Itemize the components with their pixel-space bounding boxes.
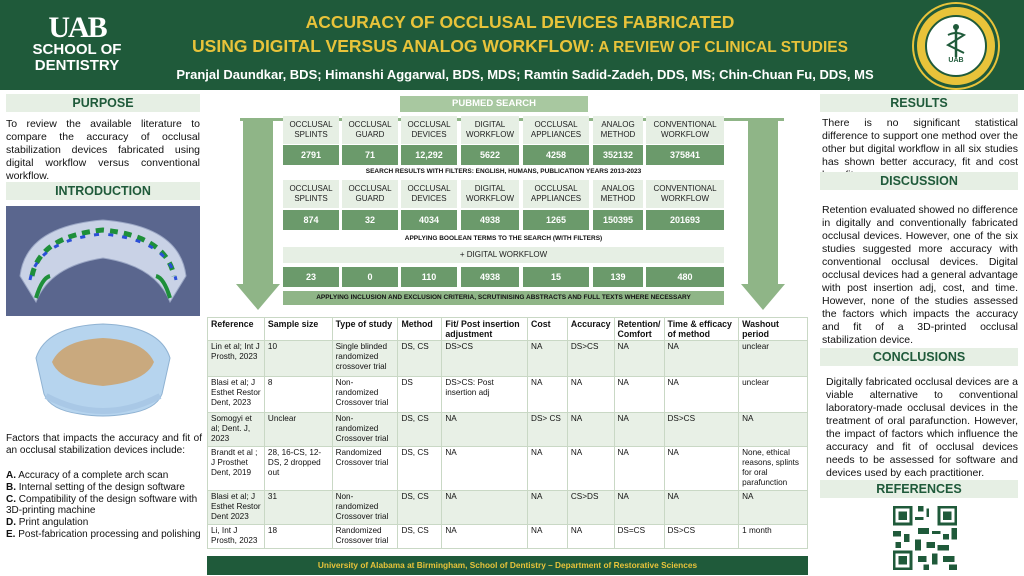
dentistry-seal-icon bbox=[914, 4, 998, 88]
table-cell: NA bbox=[614, 491, 664, 525]
search-category: OCCLUSAL DEVICES bbox=[401, 180, 457, 208]
table-cell: NA bbox=[442, 413, 528, 447]
table-cell: NA bbox=[664, 377, 739, 413]
table-cell: NA bbox=[442, 447, 528, 491]
table-cell: 10 bbox=[264, 341, 332, 377]
table-cell: DS, CS bbox=[398, 525, 442, 549]
table-cell: Blasi et al; J Esthet Restor Dent 2023 bbox=[208, 491, 265, 525]
table-cell: DS>CS bbox=[664, 525, 739, 549]
final-count: 139 bbox=[593, 267, 643, 287]
search-count: 4034 bbox=[401, 210, 457, 230]
column-header: Sample size bbox=[264, 318, 332, 341]
table-cell: Brandt et al ; J Prosthet Dent, 2019 bbox=[208, 447, 265, 491]
table-cell: NA bbox=[664, 447, 739, 491]
factors-intro: Factors that impacts the accuracy and fit of an occlusal stabilization devices include: bbox=[6, 433, 202, 456]
search-count: 150395 bbox=[593, 210, 643, 230]
criteria-note: APPLYING INCLUSION AND EXCLUSION CRITERIA, SCRUTINISING ABSTRACTS AND FULL TEXTS WHERE NECESSARY bbox=[283, 291, 724, 305]
digital-scan-image bbox=[6, 206, 200, 316]
table-cell: DS, CS bbox=[398, 447, 442, 491]
discussion-text: Retention evaluated showed no difference in digitally and conventionally fabricated occlusal devices. However, one of the six studies suggested more accuracy with conventional occlusal devices. Digital occlusal devices had a general advantage with post insertion adj, cost, and time. However, none of the studies assessed the factors which impacts the accuracy and fit of a 3D-printed occlusal stabilization device. bbox=[822, 204, 1018, 346]
table-row bbox=[208, 447, 808, 491]
table-row bbox=[208, 491, 808, 525]
logo-line1: SCHOOL OF bbox=[32, 41, 122, 58]
column-header: Reference bbox=[208, 318, 265, 341]
search-count: 352132 bbox=[593, 145, 643, 165]
table-cell: NA bbox=[664, 491, 739, 525]
table-cell: Randomized Crossover trial bbox=[332, 525, 398, 549]
table-cell: DS>CS bbox=[664, 413, 739, 447]
table-cell: DS=CS bbox=[614, 525, 664, 549]
column-header: Cost bbox=[528, 318, 568, 341]
table-cell: DS> CS bbox=[528, 413, 568, 447]
final-count: 15 bbox=[523, 267, 589, 287]
references-heading: REFERENCES bbox=[820, 480, 1018, 498]
search-category: ANALOG METHOD bbox=[593, 180, 643, 208]
purpose-text: To review the available literature to compare the accuracy of occlusal stabilization devices fabricated using digital workflow versus conventional workflow. bbox=[6, 118, 200, 182]
table-header-row bbox=[208, 318, 808, 341]
table-cell: Lin et al; Int J Prosth, 2023 bbox=[208, 341, 265, 377]
search-count: 12,292 bbox=[401, 145, 457, 165]
table-cell: Li, Int J Prosth, 2023 bbox=[208, 525, 265, 549]
table-cell: NA bbox=[442, 491, 528, 525]
table-cell: Non-randomized Crossover trial bbox=[332, 491, 398, 525]
table-cell: DS>CS bbox=[442, 341, 528, 377]
left-flow-arrow bbox=[243, 118, 273, 286]
search-count: 2791 bbox=[283, 145, 339, 165]
table-cell: 31 bbox=[264, 491, 332, 525]
search-category: OCCLUSAL SPLINTS bbox=[283, 116, 339, 144]
seal-mark: UAB bbox=[948, 57, 964, 64]
table-cell: unclear bbox=[739, 341, 808, 377]
table-cell: NA bbox=[528, 447, 568, 491]
factor-item: D. Print angulation bbox=[6, 517, 89, 529]
conclusions-text: Digitally fabricated occlusal devices are a viable alternative to conventional laboratory-made occlusal devices in the treatment of oral parafunction. However, the impact of factors which influence the accuracy and fit of occlusal devices needs to be assessed for software and devices used by each practitioner. bbox=[826, 376, 1019, 479]
search-count: 201693 bbox=[646, 210, 724, 230]
left-arrow-head bbox=[236, 284, 280, 310]
search-count: 4938 bbox=[461, 210, 519, 230]
search-count: 5622 bbox=[461, 145, 519, 165]
table-cell: NA bbox=[528, 491, 568, 525]
search-category: OCCLUSAL GUARD bbox=[342, 116, 398, 144]
search-count: 874 bbox=[283, 210, 339, 230]
column-header: Retention/ Comfort bbox=[614, 318, 664, 341]
factor-item: E. Post-fabrication processing and polishing bbox=[6, 528, 201, 540]
table-cell: NA bbox=[567, 377, 614, 413]
table-cell: NA bbox=[442, 525, 528, 549]
right-flow-arrow bbox=[748, 118, 778, 286]
table-cell: NA bbox=[614, 447, 664, 491]
search-category: OCCLUSAL SPLINTS bbox=[283, 180, 339, 208]
search-category: ANALOG METHOD bbox=[593, 116, 643, 144]
final-count: 0 bbox=[342, 267, 398, 287]
table-cell: unclear bbox=[739, 377, 808, 413]
table-cell: NA bbox=[614, 413, 664, 447]
final-count: 23 bbox=[283, 267, 339, 287]
results-text: There is no significant statistical difference to support one method over the other but digital workflow in all six studies has shown better accuracy, fit and cost bbox=[822, 117, 1018, 168]
factor-item: A. Accuracy of a complete arch scan bbox=[6, 470, 169, 481]
references-qr-code-icon[interactable] bbox=[890, 503, 960, 573]
factor-item: C. Compatibility of the design software with 3D-printing machine bbox=[6, 493, 198, 517]
final-count: 480 bbox=[646, 267, 724, 287]
table-cell: DS>CS: Post insertion adj bbox=[442, 377, 528, 413]
right-arrow-head bbox=[741, 284, 785, 310]
search-category: OCCLUSAL DEVICES bbox=[401, 116, 457, 144]
title-line2-sub: : A REVIEW OF CLINICAL STUDIES bbox=[589, 39, 848, 56]
column-header: Accuracy bbox=[567, 318, 614, 341]
table-cell: Single blinded randomized crossover trial bbox=[332, 341, 398, 377]
conclusions-heading: CONCLUSIONS bbox=[820, 348, 1018, 366]
table-cell: NA bbox=[567, 413, 614, 447]
search-category: OCCLUSAL GUARD bbox=[342, 180, 398, 208]
search-category: CONVENTIONAL WORKFLOW bbox=[646, 116, 724, 144]
column-header: Fit/ Post insertion adjustment bbox=[442, 318, 528, 341]
table-cell: DS, CS bbox=[398, 491, 442, 525]
table-cell: 28, 16-CS, 12-DS, 2 dropped out bbox=[264, 447, 332, 491]
boolean-note: APPLYING BOOLEAN TERMS TO THE SEARCH (WITH FILTERS) bbox=[404, 235, 603, 242]
purpose-heading: PURPOSE bbox=[6, 94, 200, 112]
title-line1: ACCURACY OF OCCLUSAL DEVICES FABRICATED bbox=[305, 12, 735, 32]
table-cell: NA bbox=[664, 341, 739, 377]
table-cell: DS, CS bbox=[398, 413, 442, 447]
table-cell: Unclear bbox=[264, 413, 332, 447]
search-count: 71 bbox=[342, 145, 398, 165]
table-row bbox=[208, 341, 808, 377]
table-cell: NA bbox=[528, 341, 568, 377]
uab-logo bbox=[22, 11, 132, 74]
table-cell: NA bbox=[528, 525, 568, 549]
logo-line2: DENTISTRY bbox=[34, 57, 120, 74]
studies-table bbox=[207, 317, 808, 549]
results-heading: RESULTS bbox=[820, 94, 1018, 112]
table-cell: None, ethical reasons, splints for oral parafunction bbox=[739, 447, 808, 491]
digital-workflow-note: + DIGITAL WORKFLOW bbox=[283, 247, 724, 263]
logo-mark: UAB bbox=[48, 11, 106, 44]
table-cell: Somogyi et al; Dent. J, 2023 bbox=[208, 413, 265, 447]
table-cell: NA bbox=[739, 491, 808, 525]
table-cell: DS bbox=[398, 377, 442, 413]
poster-header bbox=[0, 0, 1024, 90]
table-cell: 18 bbox=[264, 525, 332, 549]
search-count: 32 bbox=[342, 210, 398, 230]
search-count: 1265 bbox=[523, 210, 589, 230]
table-cell: DS>CS bbox=[567, 341, 614, 377]
search-category: DIGITAL WORKFLOW bbox=[461, 180, 519, 208]
poster-title bbox=[150, 10, 890, 60]
search-count: 4258 bbox=[523, 145, 589, 165]
title-line2 bbox=[150, 34, 890, 60]
table-cell: Non-randomized Crossover trial bbox=[332, 413, 398, 447]
table-row bbox=[208, 377, 808, 413]
table-row bbox=[208, 413, 808, 447]
occlusal-device-image bbox=[6, 318, 200, 430]
column-header: Type of study bbox=[332, 318, 398, 341]
table-cell: NA bbox=[567, 525, 614, 549]
search-category: CONVENTIONAL WORKFLOW bbox=[646, 180, 724, 208]
column-header: Method bbox=[398, 318, 442, 341]
pubmed-search-heading: PUBMED SEARCH bbox=[400, 96, 588, 112]
factor-item: B. Internal setting of the design software bbox=[6, 481, 185, 493]
table-cell: 8 bbox=[264, 377, 332, 413]
search-category: OCCLUSAL APPLIANCES bbox=[523, 180, 589, 208]
table-cell: Randomized Crossover trial bbox=[332, 447, 398, 491]
final-count: 110 bbox=[401, 267, 457, 287]
search-count: 375841 bbox=[646, 145, 724, 165]
table-cell: NA bbox=[614, 341, 664, 377]
search-category: OCCLUSAL APPLIANCES bbox=[523, 116, 589, 144]
poster-footer: University of Alabama at Birmingham, School of Dentistry – Department of Restorative Sciences bbox=[207, 556, 808, 575]
table-cell: DS, CS bbox=[398, 341, 442, 377]
column-header: Washout period bbox=[739, 318, 808, 341]
discussion-heading: DISCUSSION bbox=[820, 172, 1018, 190]
final-count: 4938 bbox=[461, 267, 519, 287]
authors: Pranjal Daundkar, BDS; Himanshi Aggarwal, BDS, MDS; Ramtin Sadid-Zadeh, DDS, MS; Chin-Chuan Fu, DDS, MS bbox=[176, 67, 874, 82]
search-category: DIGITAL WORKFLOW bbox=[461, 116, 519, 144]
table-cell: Non-randomized Crossover trial bbox=[332, 377, 398, 413]
table-row bbox=[208, 525, 808, 549]
table-cell: 1 month bbox=[739, 525, 808, 549]
table-cell: NA bbox=[528, 377, 568, 413]
table-cell: NA bbox=[567, 447, 614, 491]
title-line2-main: USING DIGITAL VERSUS ANALOG WORKFLOW bbox=[192, 36, 590, 56]
column-header: Time & efficacy of method bbox=[664, 318, 739, 341]
caduceus-icon bbox=[917, 7, 1001, 91]
table-cell: Blasi et al; J Esthet Restor Dent, 2023 bbox=[208, 377, 265, 413]
filter-note: SEARCH RESULTS WITH FILTERS: ENGLISH, HUMANS, PUBLICATION YEARS 2013-2023 bbox=[365, 168, 642, 175]
introduction-heading: INTRODUCTION bbox=[6, 182, 200, 200]
table-cell: NA bbox=[614, 377, 664, 413]
table-cell: CS>DS bbox=[567, 491, 614, 525]
table-cell: NA bbox=[739, 413, 808, 447]
factors-list bbox=[6, 470, 204, 541]
